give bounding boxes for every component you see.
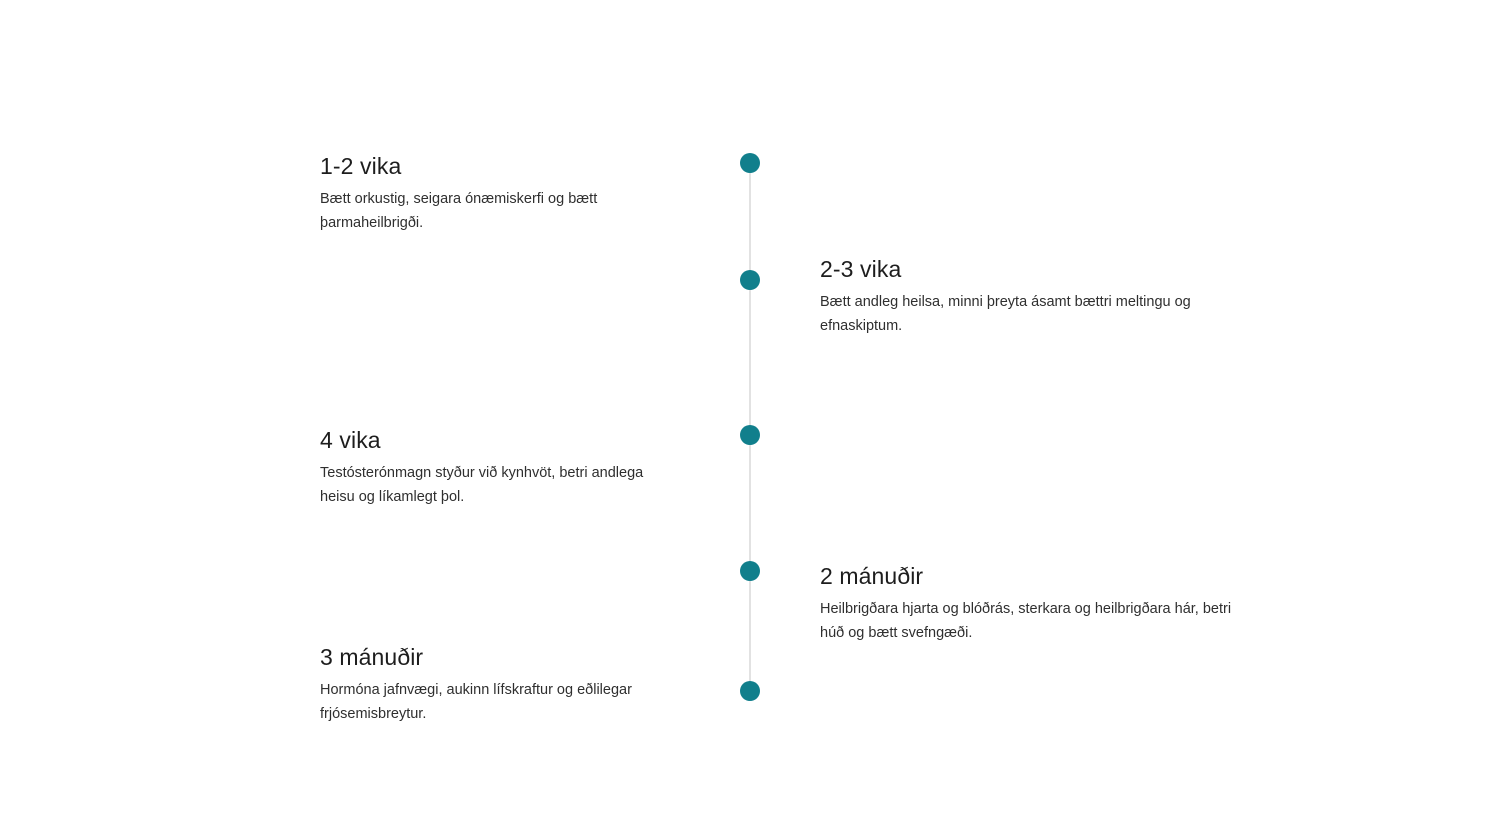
- timeline-entry-4-title: 2 mánuðir: [820, 563, 924, 589]
- timeline-node-5: [740, 681, 760, 701]
- timeline-entry-2: [820, 255, 1250, 339]
- timeline-node-4: [740, 561, 760, 581]
- timeline-node-3: [740, 425, 760, 445]
- timeline-entry-4: [820, 562, 1250, 646]
- timeline-entry-1-title: 1-2 vika: [320, 153, 402, 179]
- timeline-entry-2-title: 2-3 vika: [820, 256, 902, 282]
- timeline-entry-1: [320, 152, 720, 236]
- timeline-entry-2-description: Bætt andleg heilsa, minni þreyta ásamt bættri meltingu og efnaskiptum.: [820, 293, 1191, 334]
- timeline-entry-4-description: Heilbrigðara hjarta og blóðrás, sterkara og heilbrigðara hár, betri húð og bætt svefngæði.: [820, 600, 1232, 641]
- timeline-entry-3-description: Testósterónmagn styður við kynhvöt, betri andlega heisu og líkamlegt þol.: [320, 464, 644, 505]
- timeline-entry-3: [320, 426, 720, 510]
- timeline-node-2: [740, 270, 760, 290]
- timeline-entry-5-title: 3 mánuðir: [320, 644, 424, 670]
- timeline-entry-5-description: Hormóna jafnvægi, aukinn lífskraftur og eðlilegar frjósemisbreytur.: [320, 681, 632, 722]
- timeline-entry-1-description: Bætt orkustig, seigara ónæmiskerfi og bætt þarmaheilbrigði.: [320, 190, 598, 231]
- timeline-entry-5: [320, 643, 720, 727]
- timeline-node-1: [740, 153, 760, 173]
- timeline-entry-3-title: 4 vika: [320, 427, 381, 453]
